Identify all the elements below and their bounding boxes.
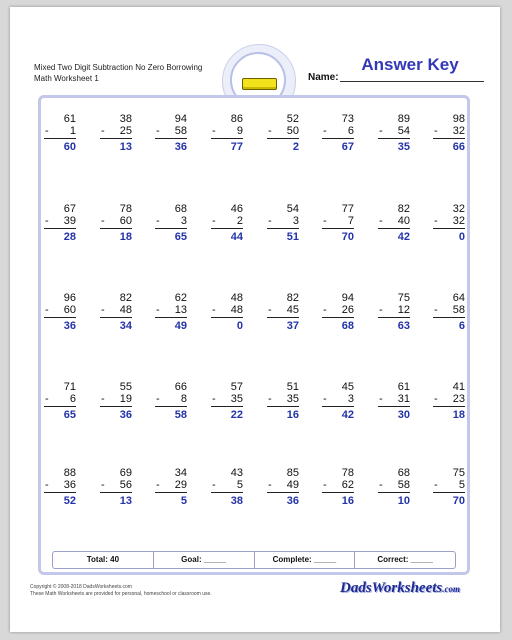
answer: 10 bbox=[397, 495, 410, 507]
answer: 36 bbox=[174, 141, 187, 153]
minuend: 82 bbox=[119, 292, 132, 304]
answer-rule bbox=[322, 492, 354, 493]
subtrahend: 58 bbox=[452, 304, 465, 316]
subtrahend-row bbox=[100, 393, 132, 405]
minuend: 48 bbox=[230, 292, 243, 304]
minuend: 68 bbox=[397, 467, 410, 479]
problem bbox=[433, 467, 465, 507]
problem bbox=[155, 292, 187, 332]
answer: 18 bbox=[452, 409, 465, 421]
answer: 38 bbox=[230, 495, 243, 507]
minus-sign: - bbox=[434, 304, 438, 316]
minuend: 41 bbox=[452, 381, 465, 393]
answer-rule bbox=[378, 406, 410, 407]
problem bbox=[100, 113, 132, 153]
subtrahend: 3 bbox=[180, 215, 187, 227]
answer: 42 bbox=[341, 409, 354, 421]
answer: 13 bbox=[119, 141, 132, 153]
subtrahend-row bbox=[433, 215, 465, 227]
goal-cell[interactable]: Goal: _____ bbox=[154, 552, 255, 568]
answer-rule bbox=[211, 228, 243, 229]
subtrahend: 48 bbox=[230, 304, 243, 316]
subtrahend: 5 bbox=[236, 479, 243, 491]
minus-sign: - bbox=[45, 393, 49, 405]
minuend: 57 bbox=[230, 381, 243, 393]
answer-rule bbox=[44, 228, 76, 229]
answer-rule bbox=[433, 406, 465, 407]
minuend: 73 bbox=[341, 113, 354, 125]
minuend: 46 bbox=[230, 203, 243, 215]
problem bbox=[378, 203, 410, 243]
minuend: 43 bbox=[230, 467, 243, 479]
answer: 66 bbox=[452, 141, 465, 153]
subtrahend: 49 bbox=[286, 479, 299, 491]
minus-sign: - bbox=[268, 215, 272, 227]
subtrahend-row bbox=[433, 125, 465, 137]
subtrahend-row bbox=[322, 393, 354, 405]
problem bbox=[322, 113, 354, 153]
problem bbox=[100, 467, 132, 507]
minus-sign: - bbox=[212, 125, 216, 137]
answer: 16 bbox=[341, 495, 354, 507]
subtrahend-row bbox=[211, 479, 243, 491]
subtrahend: 60 bbox=[63, 304, 76, 316]
subtraction-bar-icon bbox=[242, 78, 277, 90]
answer-rule bbox=[100, 317, 132, 318]
minuend: 75 bbox=[397, 292, 410, 304]
answer: 36 bbox=[286, 495, 299, 507]
minuend: 55 bbox=[119, 381, 132, 393]
problem bbox=[322, 467, 354, 507]
subtrahend-row bbox=[44, 393, 76, 405]
answer: 16 bbox=[286, 409, 299, 421]
complete-cell[interactable]: Complete: _____ bbox=[255, 552, 356, 568]
answer-rule bbox=[267, 492, 299, 493]
minuend: 61 bbox=[397, 381, 410, 393]
subtrahend-row bbox=[433, 393, 465, 405]
answer: 70 bbox=[341, 231, 354, 243]
answer-rule bbox=[211, 492, 243, 493]
problem bbox=[211, 113, 243, 153]
subtrahend: 23 bbox=[452, 393, 465, 405]
minus-sign: - bbox=[379, 393, 383, 405]
minuend: 85 bbox=[286, 467, 299, 479]
answer: 2 bbox=[292, 141, 299, 153]
minuend: 52 bbox=[286, 113, 299, 125]
subtrahend: 35 bbox=[286, 393, 299, 405]
problem bbox=[267, 381, 299, 421]
answer: 49 bbox=[174, 320, 187, 332]
problem bbox=[155, 203, 187, 243]
minus-sign: - bbox=[434, 125, 438, 137]
minuend: 82 bbox=[286, 292, 299, 304]
subtrahend-row bbox=[155, 125, 187, 137]
subtrahend-row bbox=[44, 215, 76, 227]
minuend: 82 bbox=[397, 203, 410, 215]
minuend: 66 bbox=[174, 381, 187, 393]
answer: 52 bbox=[63, 495, 76, 507]
answer-rule bbox=[155, 492, 187, 493]
subtrahend: 5 bbox=[458, 479, 465, 491]
answer-rule bbox=[100, 406, 132, 407]
answer-rule bbox=[44, 492, 76, 493]
minus-sign: - bbox=[323, 215, 327, 227]
answer: 67 bbox=[341, 141, 354, 153]
minus-sign: - bbox=[101, 479, 105, 491]
subtrahend: 40 bbox=[397, 215, 410, 227]
subtrahend-row bbox=[100, 215, 132, 227]
problem bbox=[322, 292, 354, 332]
subtrahend: 1 bbox=[69, 125, 76, 137]
minus-sign: - bbox=[45, 479, 49, 491]
problem bbox=[433, 381, 465, 421]
minuend: 51 bbox=[286, 381, 299, 393]
problem bbox=[378, 292, 410, 332]
minuend: 78 bbox=[119, 203, 132, 215]
answer-rule bbox=[322, 138, 354, 139]
subtrahend-row bbox=[267, 304, 299, 316]
subtrahend: 2 bbox=[236, 215, 243, 227]
problem bbox=[433, 292, 465, 332]
subtrahend-row bbox=[378, 304, 410, 316]
problem bbox=[44, 381, 76, 421]
minus-sign: - bbox=[156, 479, 160, 491]
answer: 28 bbox=[63, 231, 76, 243]
subtrahend-row bbox=[100, 125, 132, 137]
subtrahend: 31 bbox=[397, 393, 410, 405]
minuend: 67 bbox=[63, 203, 76, 215]
problem bbox=[44, 292, 76, 332]
problem bbox=[433, 203, 465, 243]
subtrahend: 32 bbox=[452, 215, 465, 227]
problem bbox=[44, 203, 76, 243]
answer: 30 bbox=[397, 409, 410, 421]
subtrahend: 9 bbox=[236, 125, 243, 137]
minuend: 32 bbox=[452, 203, 465, 215]
subtrahend-row bbox=[267, 393, 299, 405]
minuend: 94 bbox=[341, 292, 354, 304]
minus-sign: - bbox=[268, 479, 272, 491]
minuend: 69 bbox=[119, 467, 132, 479]
problem bbox=[211, 381, 243, 421]
minuend: 68 bbox=[174, 203, 187, 215]
minuend: 75 bbox=[452, 467, 465, 479]
answer: 37 bbox=[286, 320, 299, 332]
minus-sign: - bbox=[212, 479, 216, 491]
minus-sign: - bbox=[268, 393, 272, 405]
answer: 6 bbox=[458, 320, 465, 332]
problem bbox=[44, 113, 76, 153]
answer: 36 bbox=[119, 409, 132, 421]
minus-sign: - bbox=[101, 125, 105, 137]
title-line-2: Math Worksheet 1 bbox=[34, 74, 99, 83]
subtrahend: 25 bbox=[119, 125, 132, 137]
answer-rule bbox=[433, 492, 465, 493]
answer-rule bbox=[322, 406, 354, 407]
subtrahend-row bbox=[155, 479, 187, 491]
answer: 18 bbox=[119, 231, 132, 243]
brand-logo[interactable] bbox=[340, 580, 460, 597]
subtrahend-row bbox=[322, 215, 354, 227]
minuend: 64 bbox=[452, 292, 465, 304]
subtrahend: 3 bbox=[292, 215, 299, 227]
answer-rule bbox=[44, 138, 76, 139]
problem bbox=[211, 292, 243, 332]
brand-name: DadsWorksheets bbox=[340, 580, 443, 596]
problem bbox=[267, 292, 299, 332]
minus-sign: - bbox=[45, 215, 49, 227]
answer: 77 bbox=[230, 141, 243, 153]
answer: 5 bbox=[180, 495, 187, 507]
answer: 65 bbox=[63, 409, 76, 421]
problem bbox=[322, 203, 354, 243]
subtrahend-row bbox=[433, 479, 465, 491]
minus-sign: - bbox=[379, 125, 383, 137]
subtrahend: 50 bbox=[286, 125, 299, 137]
minus-sign: - bbox=[212, 393, 216, 405]
subtrahend-row bbox=[267, 215, 299, 227]
answer-key-heading: Answer Key bbox=[361, 55, 459, 74]
minus-sign: - bbox=[268, 304, 272, 316]
subtrahend: 13 bbox=[174, 304, 187, 316]
answer: 13 bbox=[119, 495, 132, 507]
brand-suffix: .com bbox=[442, 584, 460, 594]
problem bbox=[155, 467, 187, 507]
subtrahend: 56 bbox=[119, 479, 132, 491]
subtrahend: 12 bbox=[397, 304, 410, 316]
minus-sign: - bbox=[45, 304, 49, 316]
problem bbox=[100, 292, 132, 332]
subtrahend: 54 bbox=[397, 125, 410, 137]
problem bbox=[267, 467, 299, 507]
subtrahend-row bbox=[100, 479, 132, 491]
subtrahend-row bbox=[267, 125, 299, 137]
subtrahend: 32 bbox=[452, 125, 465, 137]
score-box bbox=[52, 551, 456, 569]
answer-rule bbox=[378, 138, 410, 139]
answer-rule bbox=[100, 492, 132, 493]
answer-rule bbox=[155, 138, 187, 139]
minus-sign: - bbox=[323, 125, 327, 137]
problem bbox=[44, 467, 76, 507]
minus-sign: - bbox=[156, 215, 160, 227]
answer: 58 bbox=[174, 409, 187, 421]
minuend: 34 bbox=[174, 467, 187, 479]
minus-sign: - bbox=[101, 215, 105, 227]
answer-rule bbox=[267, 317, 299, 318]
subtrahend-row bbox=[378, 479, 410, 491]
answer-rule bbox=[433, 317, 465, 318]
subtrahend-row bbox=[378, 393, 410, 405]
minus-sign: - bbox=[323, 479, 327, 491]
answer: 35 bbox=[397, 141, 410, 153]
problem bbox=[211, 203, 243, 243]
minuend: 78 bbox=[341, 467, 354, 479]
subtrahend-row bbox=[267, 479, 299, 491]
minus-sign: - bbox=[379, 215, 383, 227]
worksheet-page bbox=[10, 7, 500, 632]
problem bbox=[378, 113, 410, 153]
answer-rule bbox=[100, 138, 132, 139]
answer: 60 bbox=[63, 141, 76, 153]
subtrahend-row bbox=[322, 479, 354, 491]
minus-sign: - bbox=[379, 304, 383, 316]
answer: 0 bbox=[458, 231, 465, 243]
problem bbox=[267, 203, 299, 243]
subtrahend: 6 bbox=[69, 393, 76, 405]
answer-rule bbox=[155, 317, 187, 318]
minuend: 77 bbox=[341, 203, 354, 215]
subtrahend: 3 bbox=[347, 393, 354, 405]
problem bbox=[378, 467, 410, 507]
copyright-line-2: These Math Worksheets are provided for personal, homeschool or classroom use. bbox=[30, 591, 212, 597]
subtrahend-row bbox=[378, 215, 410, 227]
answer-rule bbox=[211, 406, 243, 407]
minus-sign: - bbox=[156, 304, 160, 316]
subtrahend: 58 bbox=[397, 479, 410, 491]
answer: 0 bbox=[236, 320, 243, 332]
minuend: 98 bbox=[452, 113, 465, 125]
answer-rule bbox=[211, 138, 243, 139]
answer: 63 bbox=[397, 320, 410, 332]
answer-rule bbox=[267, 138, 299, 139]
subtrahend-row bbox=[322, 125, 354, 137]
subtrahend: 19 bbox=[119, 393, 132, 405]
answer-rule bbox=[378, 228, 410, 229]
subtrahend-row bbox=[155, 215, 187, 227]
answer: 36 bbox=[63, 320, 76, 332]
answer-rule bbox=[100, 228, 132, 229]
answer-rule bbox=[267, 406, 299, 407]
title-line-1: Mixed Two Digit Subtraction No Zero Borrowing bbox=[34, 63, 203, 72]
answer: 70 bbox=[452, 495, 465, 507]
subtrahend-row bbox=[155, 304, 187, 316]
minus-sign: - bbox=[156, 125, 160, 137]
copyright-line-1: Copyright © 2008-2018 DadsWorksheets.com bbox=[30, 584, 132, 590]
problem bbox=[155, 113, 187, 153]
minuend: 62 bbox=[174, 292, 187, 304]
answer-rule bbox=[155, 228, 187, 229]
problem bbox=[322, 381, 354, 421]
subtrahend: 60 bbox=[119, 215, 132, 227]
subtrahend-row bbox=[322, 304, 354, 316]
answer: 44 bbox=[230, 231, 243, 243]
total-cell: Total: 40 bbox=[53, 552, 154, 568]
problem bbox=[155, 381, 187, 421]
subtrahend-row bbox=[44, 479, 76, 491]
answer-rule bbox=[267, 228, 299, 229]
minuend: 94 bbox=[174, 113, 187, 125]
minus-sign: - bbox=[101, 304, 105, 316]
name-field[interactable] bbox=[340, 81, 484, 82]
answer-rule bbox=[155, 406, 187, 407]
subtrahend-row bbox=[100, 304, 132, 316]
minus-sign: - bbox=[212, 304, 216, 316]
name-label: Name: bbox=[308, 72, 339, 83]
subtrahend: 26 bbox=[341, 304, 354, 316]
worksheet-title bbox=[34, 62, 202, 84]
minuend: 89 bbox=[397, 113, 410, 125]
subtrahend-row bbox=[433, 304, 465, 316]
subtrahend: 45 bbox=[286, 304, 299, 316]
answer: 42 bbox=[397, 231, 410, 243]
subtrahend: 8 bbox=[180, 393, 187, 405]
subtrahend-row bbox=[211, 304, 243, 316]
minus-sign: - bbox=[156, 393, 160, 405]
problem bbox=[433, 113, 465, 153]
subtrahend: 62 bbox=[341, 479, 354, 491]
minus-sign: - bbox=[323, 393, 327, 405]
problem bbox=[378, 381, 410, 421]
answer: 51 bbox=[286, 231, 299, 243]
minuend: 96 bbox=[63, 292, 76, 304]
answer-rule bbox=[433, 138, 465, 139]
subtrahend: 58 bbox=[174, 125, 187, 137]
answer-rule bbox=[378, 317, 410, 318]
subtrahend-row bbox=[211, 215, 243, 227]
subtrahend-row bbox=[44, 304, 76, 316]
minus-sign: - bbox=[268, 125, 272, 137]
answer: 68 bbox=[341, 320, 354, 332]
answer-rule bbox=[433, 228, 465, 229]
minus-sign: - bbox=[434, 393, 438, 405]
minuend: 45 bbox=[341, 381, 354, 393]
problem bbox=[100, 381, 132, 421]
minuend: 88 bbox=[63, 467, 76, 479]
problem bbox=[267, 113, 299, 153]
subtrahend: 29 bbox=[174, 479, 187, 491]
subtrahend-row bbox=[211, 393, 243, 405]
minus-sign: - bbox=[379, 479, 383, 491]
answer: 34 bbox=[119, 320, 132, 332]
subtrahend: 6 bbox=[347, 125, 354, 137]
subtrahend: 7 bbox=[347, 215, 354, 227]
subtrahend: 39 bbox=[63, 215, 76, 227]
minuend: 61 bbox=[63, 113, 76, 125]
answer: 65 bbox=[174, 231, 187, 243]
subtrahend: 48 bbox=[119, 304, 132, 316]
subtrahend-row bbox=[211, 125, 243, 137]
subtrahend-row bbox=[44, 125, 76, 137]
answer-rule bbox=[44, 406, 76, 407]
problem bbox=[211, 467, 243, 507]
minus-sign: - bbox=[434, 479, 438, 491]
minuend: 71 bbox=[63, 381, 76, 393]
problem bbox=[100, 203, 132, 243]
answer-rule bbox=[378, 492, 410, 493]
minus-sign: - bbox=[101, 393, 105, 405]
subtrahend-row bbox=[378, 125, 410, 137]
answer-rule bbox=[322, 317, 354, 318]
minuend: 54 bbox=[286, 203, 299, 215]
copyright-notice bbox=[30, 584, 212, 598]
minuend: 86 bbox=[230, 113, 243, 125]
answer-rule bbox=[211, 317, 243, 318]
minus-sign: - bbox=[323, 304, 327, 316]
correct-cell[interactable]: Correct: _____ bbox=[377, 555, 433, 564]
minus-sign: - bbox=[212, 215, 216, 227]
minus-sign: - bbox=[45, 125, 49, 137]
subtrahend: 35 bbox=[230, 393, 243, 405]
subtrahend-row bbox=[155, 393, 187, 405]
answer: 22 bbox=[230, 409, 243, 421]
answer-rule bbox=[44, 317, 76, 318]
minus-sign: - bbox=[434, 215, 438, 227]
subtrahend: 36 bbox=[63, 479, 76, 491]
answer-rule bbox=[322, 228, 354, 229]
minuend: 38 bbox=[119, 113, 132, 125]
